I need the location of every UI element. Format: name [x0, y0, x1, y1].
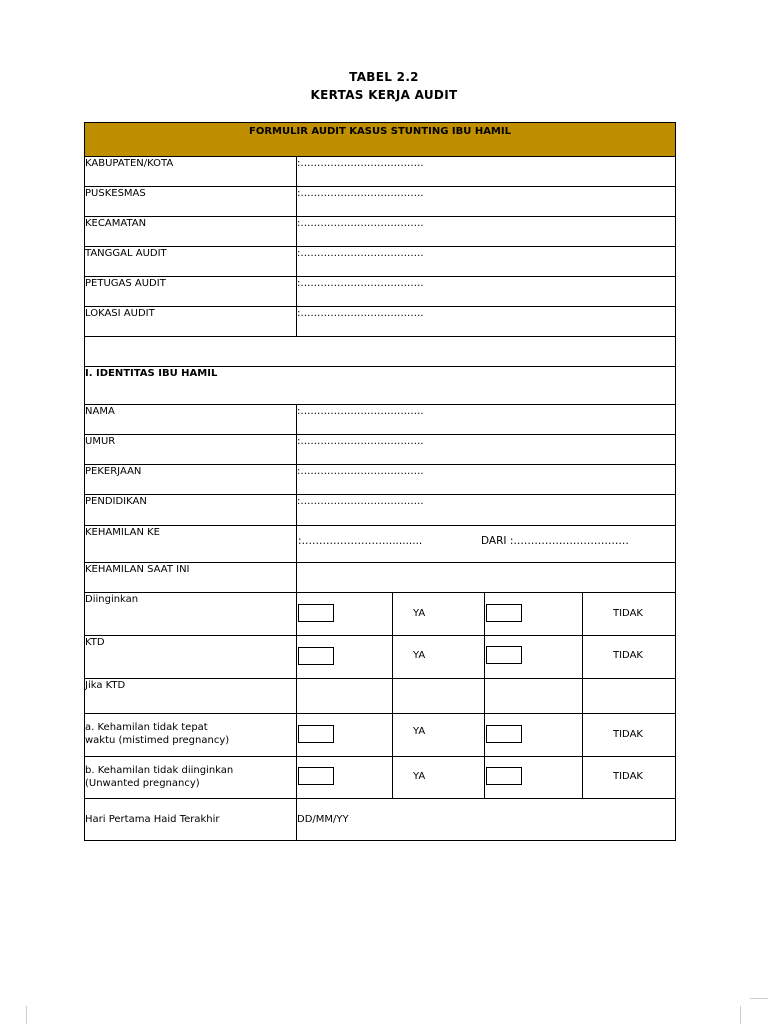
field-label: PEKERJAAN: [85, 465, 297, 495]
tidak-label: TIDAK: [613, 771, 643, 782]
document-title: KERTAS KERJA AUDIT: [310, 88, 458, 102]
hpht-value[interactable]: DD/MM/YY: [297, 799, 676, 841]
field-value[interactable]: :……………………………….: [297, 187, 676, 217]
tidak-label-cell: [583, 757, 676, 799]
sub-option-line2: waktu (mistimed pregnancy): [85, 735, 230, 746]
field-value[interactable]: :……………………………….: [297, 465, 676, 495]
option-label: Diinginkan: [85, 593, 297, 636]
audit-form-table: [84, 122, 676, 841]
field-label: Hari Pertama Haid Terakhir: [85, 799, 297, 841]
form-header: FORMULIR AUDIT KASUS STUNTING IBU HAMIL: [85, 123, 676, 157]
field-value[interactable]: :……………………………….: [297, 157, 676, 187]
sub-option-line1: b. Kehamilan tidak diinginkan: [85, 765, 234, 776]
ya-checkbox-cell: [297, 757, 393, 799]
ya-label: YA: [413, 650, 426, 661]
field-label: PUSKESMAS: [85, 187, 297, 217]
tidak-checkbox-cell: [485, 757, 583, 799]
tidak-checkbox[interactable]: [486, 767, 522, 785]
field-label: TANGGAL AUDIT: [85, 247, 297, 277]
ya-checkbox[interactable]: [298, 604, 334, 622]
ya-checkbox-cell: [297, 593, 393, 636]
tidak-checkbox[interactable]: [486, 725, 522, 743]
sub-option-label: [85, 757, 297, 799]
ya-label: YA: [413, 726, 426, 737]
tidak-label-cell: [583, 636, 676, 679]
spacer-row: [85, 337, 676, 367]
ya-checkbox-cell: [297, 714, 393, 757]
ya-label-cell: [393, 714, 485, 757]
tidak-checkbox[interactable]: [486, 646, 522, 664]
section-title: I. IDENTITAS IBU HAMIL: [85, 367, 676, 405]
tidak-checkbox-cell: [485, 593, 583, 636]
empty-cell: [297, 679, 393, 714]
empty-cell: [485, 679, 583, 714]
tidak-label: TIDAK: [613, 608, 643, 619]
field-value[interactable]: :……………………………….: [297, 277, 676, 307]
ya-checkbox-cell: [297, 636, 393, 679]
sub-option-line1: a. Kehamilan tidak tepat: [85, 722, 208, 733]
tidak-checkbox[interactable]: [486, 604, 522, 622]
field-value[interactable]: :……………………………….: [297, 247, 676, 277]
ya-label-cell: [393, 757, 485, 799]
ya-label: YA: [413, 771, 426, 782]
sub-option-label: [85, 714, 297, 757]
tidak-checkbox-cell: [485, 636, 583, 679]
empty-cell: [297, 563, 676, 593]
tidak-label: TIDAK: [613, 650, 643, 661]
tidak-label: TIDAK: [613, 729, 643, 740]
field-value[interactable]: :……………………………….: [297, 405, 676, 435]
page-edge-mark: [750, 998, 768, 999]
kehamilan-ke-cell: [297, 526, 676, 563]
field-value[interactable]: :……………………………….: [297, 217, 676, 247]
field-label: UMUR: [85, 435, 297, 465]
field-label: KEHAMILAN SAAT INI: [85, 563, 297, 593]
field-label: KECAMATAN: [85, 217, 297, 247]
empty-cell: [583, 679, 676, 714]
kehamilan-ke-value[interactable]: :……………………...........: [298, 535, 423, 547]
tidak-label-cell: [583, 593, 676, 636]
ya-label-cell: [393, 593, 485, 636]
sub-option-line2: (Unwanted pregnancy): [85, 778, 200, 789]
field-value[interactable]: :……………………………….: [297, 435, 676, 465]
field-label: LOKASI AUDIT: [85, 307, 297, 337]
page-edge-mark: [740, 1006, 741, 1024]
field-label: PENDIDIKAN: [85, 495, 297, 526]
page-edge-mark: [26, 1006, 27, 1024]
field-label: KABUPATEN/KOTA: [85, 157, 297, 187]
ya-label-cell: [393, 636, 485, 679]
empty-cell: [393, 679, 485, 714]
ya-label: YA: [413, 608, 426, 619]
ya-checkbox[interactable]: [298, 647, 334, 665]
field-label: NAMA: [85, 405, 297, 435]
field-label: KEHAMILAN KE: [85, 526, 297, 563]
field-label: PETUGAS AUDIT: [85, 277, 297, 307]
field-value[interactable]: :……………………………….: [297, 307, 676, 337]
field-value[interactable]: :……………………………….: [297, 495, 676, 526]
option-label: Jika KTD: [85, 679, 297, 714]
tidak-label-cell: [583, 714, 676, 757]
option-label: KTD: [85, 636, 297, 679]
dari-value[interactable]: DARI :……………………………: [481, 535, 629, 547]
tidak-checkbox-cell: [485, 714, 583, 757]
ya-checkbox[interactable]: [298, 767, 334, 785]
table-number: TABEL 2.2: [349, 70, 419, 84]
ya-checkbox[interactable]: [298, 725, 334, 743]
